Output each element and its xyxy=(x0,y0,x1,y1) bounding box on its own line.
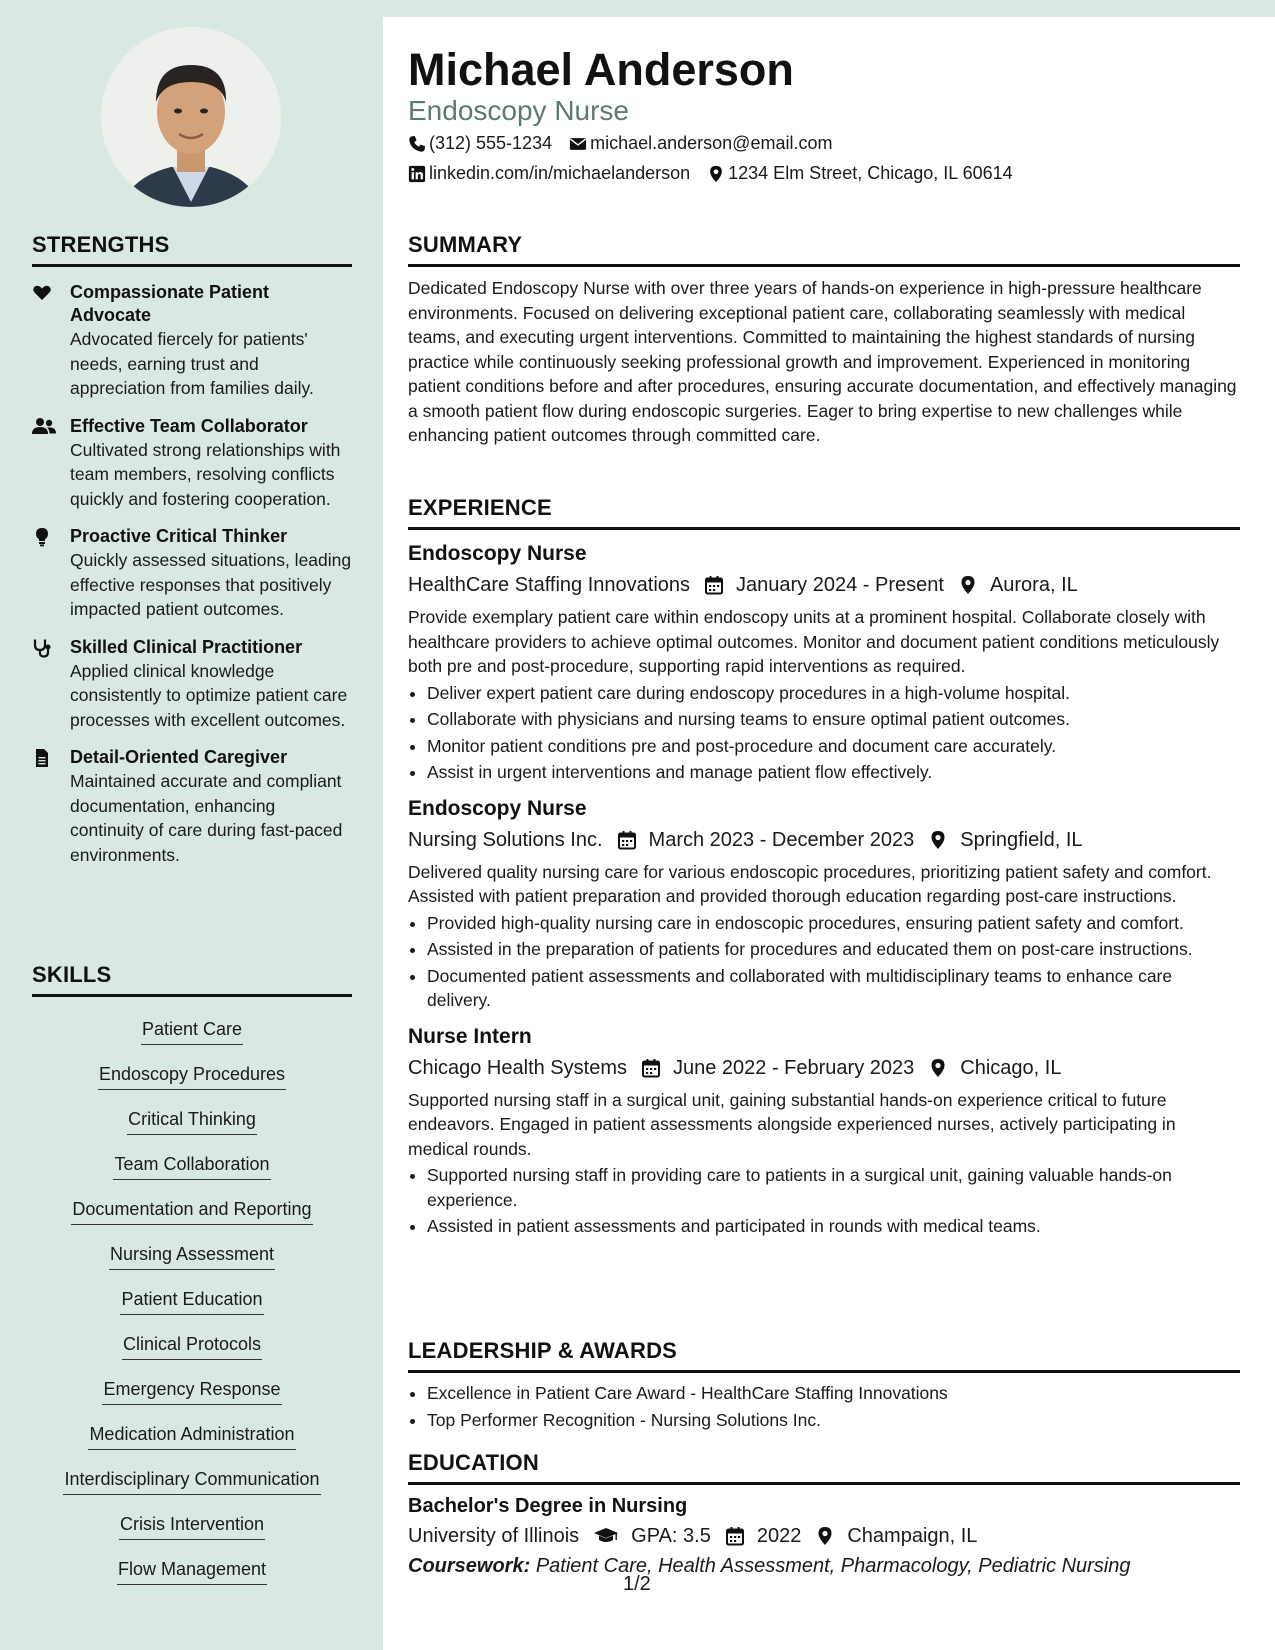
location-pin-icon xyxy=(928,1058,948,1078)
summary-section xyxy=(408,232,1240,448)
strength-title: Detail-Oriented Caregiver xyxy=(70,747,288,767)
job-meta xyxy=(408,571,1240,599)
job-meta xyxy=(408,1054,1240,1082)
phone-number[interactable]: (312) 555-1234 xyxy=(429,133,553,153)
job-dates: January 2024 - Present xyxy=(736,574,944,596)
location-pin-icon xyxy=(707,165,725,183)
strength-description: Applied clinical knowledge consistently to optimize patient care processes with excellent outcomes. xyxy=(70,660,348,730)
company-name: Nursing Solutions Inc. xyxy=(408,828,603,851)
awards-list xyxy=(408,1381,1240,1432)
job-entry xyxy=(408,1023,1240,1239)
experience-section xyxy=(408,495,1240,1241)
strength-item xyxy=(32,281,352,401)
skills-list xyxy=(32,1005,352,1590)
strength-title: Compassionate Patient Advocate xyxy=(70,282,270,325)
job-description: Supported nursing staff in a surgical unit, gaining substantial hands-on experience critical to future endeavors. Engaged in patient assessments alongside experienced nurses, actively participating in medical rounds. xyxy=(408,1089,1176,1159)
job-dates: March 2023 - December 2023 xyxy=(648,828,915,851)
contact-row-1 xyxy=(408,133,849,154)
coursework xyxy=(408,1552,1240,1580)
strength-description: Maintained accurate and compliant documentation, enhancing continuity of care during fast-paced environments. xyxy=(70,771,343,865)
award-item: • Excellence in Patient Care Award - HealthCare Staffing Innovations xyxy=(427,1381,1240,1406)
degree-title: Bachelor's Degree in Nursing xyxy=(408,1495,688,1517)
skills-section xyxy=(32,962,352,1590)
job-location: Chicago, IL xyxy=(960,1056,1062,1079)
strength-title: Skilled Clinical Practitioner xyxy=(70,636,303,657)
sidebar xyxy=(0,0,383,1650)
education-meta xyxy=(408,1522,1240,1550)
linkedin-icon xyxy=(408,165,426,183)
education-section xyxy=(408,1450,1240,1580)
skill-item: Nursing Assessment xyxy=(32,1230,352,1275)
job-description: Provide exemplary patient care within endoscopy units at a prominent hospital. Collaborate closely with healthcare providers to achieve optimal outcomes. Monitor and document patient conditions meticulously both pre and post-procedure, supporting rapid interventions as required. xyxy=(408,607,1220,676)
strength-title: Proactive Critical Thinker xyxy=(70,526,288,546)
strength-item xyxy=(32,636,352,733)
linkedin-link[interactable]: linkedin.com/in/michaelanderson xyxy=(429,163,691,183)
bullet-item: • Supported nursing staff in providing care to patients in a surgical unit, gaining valuable hands-on experience. xyxy=(427,1163,1240,1212)
job-entry xyxy=(408,540,1240,785)
skill-item: Documentation and Reporting xyxy=(32,1185,352,1230)
calendar-icon xyxy=(725,1526,745,1546)
job-bullets xyxy=(408,1163,1240,1239)
strength-description: Quickly assessed situations, leading effective responses that positively impacted patient outcomes. xyxy=(70,550,352,619)
skill-item: Critical Thinking xyxy=(32,1095,352,1140)
location-pin-icon xyxy=(928,830,948,850)
graduation-cap-icon xyxy=(593,1526,619,1546)
bullet-item: • Deliver expert patient care during endoscopy procedures in a high-volume hospital. xyxy=(427,681,1240,706)
users-icon xyxy=(32,415,70,512)
strength-item xyxy=(32,415,352,512)
coursework-list: Patient Care, Health Assessment, Pharmacology, Pediatric Nursing xyxy=(535,1555,1131,1577)
skill-item: Endoscopy Procedures xyxy=(32,1050,352,1095)
job-location: Springfield, IL xyxy=(960,828,1083,851)
company-name: HealthCare Staffing Innovations xyxy=(408,574,691,596)
skill-item: Crisis Intervention xyxy=(32,1500,352,1545)
profile-photo xyxy=(101,27,281,207)
job-entry xyxy=(408,795,1240,1013)
strength-title: Effective Team Collaborator xyxy=(70,415,308,436)
bullet-item: • Assisted in patient assessments and participated in rounds with medical teams. xyxy=(427,1214,1240,1239)
job-dates: June 2022 - February 2023 xyxy=(672,1056,915,1079)
summary-heading: SUMMARY xyxy=(408,232,1240,267)
skill-item: Clinical Protocols xyxy=(32,1320,352,1365)
skill-item: Flow Management xyxy=(32,1545,352,1590)
bullet-item: • Documented patient assessments and collaborated with multidisciplinary teams to enhance care delivery. xyxy=(427,964,1240,1013)
envelope-icon xyxy=(569,135,587,153)
skill-item: Emergency Response xyxy=(32,1365,352,1410)
bullet-item: • Assisted in the preparation of patients for procedures and educated them on post-care instructions. xyxy=(427,937,1240,962)
strengths-heading: STRENGTHS xyxy=(32,232,352,267)
skill-item: Patient Education xyxy=(32,1275,352,1320)
calendar-icon xyxy=(617,830,637,850)
bullet-item: • Monitor patient conditions pre and post-procedure and document care accurately. xyxy=(427,734,1240,759)
location-pin-icon xyxy=(958,575,978,595)
candidate-title: Endoscopy Nurse xyxy=(408,95,630,126)
strengths-section xyxy=(32,232,352,867)
skills-heading: SKILLS xyxy=(32,962,352,997)
calendar-icon xyxy=(704,575,724,595)
school-name: University of Illinois xyxy=(408,1525,580,1547)
school-location: Champaign, IL xyxy=(847,1525,978,1547)
coursework-label: Coursework: xyxy=(408,1555,531,1577)
job-title: Endoscopy Nurse xyxy=(408,796,587,820)
email-link[interactable]: michael.anderson@email.com xyxy=(590,133,833,153)
contact-row-2 xyxy=(408,163,1030,184)
summary-text: Dedicated Endoscopy Nurse with over three years of hands-on experience in high-pressure healthcare environments. Focused on delivering exceptional patient care, collaborating seamlessly with medical teams, and executing urgent interventions. Committed to maintaining the highest standards of nursing practice while continuously seeking professional growth and improvement. Experienced in monitoring patient conditions before and after procedures, ensuring accurate documentation, and effectively managing a smooth patient flow during endoscopic surgeries. Eager to bring expertise to new challenges while enhancing patient outcomes through committed care. xyxy=(408,278,1237,445)
lightbulb-icon xyxy=(32,525,70,622)
company-name: Chicago Health Systems xyxy=(408,1056,627,1079)
education-heading: EDUCATION xyxy=(408,1450,1240,1485)
awards-heading: LEADERSHIP & AWARDS xyxy=(408,1338,1240,1373)
location-pin-icon xyxy=(815,1526,835,1546)
stethoscope-icon xyxy=(32,636,70,733)
address: 1234 Elm Street, Chicago, IL 60614 xyxy=(728,163,1013,183)
bullet-item: • Assist in urgent interventions and manage patient flow effectively. xyxy=(427,760,1240,785)
award-item: • Top Performer Recognition - Nursing Solutions Inc. xyxy=(427,1408,1240,1433)
job-description: Delivered quality nursing care for various endoscopic procedures, prioritizing patient safety and comfort. Assisted with patient preparation and provided thorough education regarding post-care instructions. xyxy=(408,861,1212,906)
skill-item: Interdisciplinary Communication xyxy=(32,1455,352,1500)
job-bullets xyxy=(408,681,1240,785)
job-title: Nurse Intern xyxy=(408,1024,532,1048)
skill-item: Team Collaboration xyxy=(32,1140,352,1185)
experience-heading: EXPERIENCE xyxy=(408,495,1240,530)
calendar-icon xyxy=(641,1058,661,1078)
phone-icon xyxy=(408,135,426,153)
gpa: GPA: 3.5 xyxy=(631,1525,711,1547)
strength-description: Advocated fiercely for patients' needs, earning trust and appreciation from families daily. xyxy=(70,329,314,398)
awards-section xyxy=(408,1338,1240,1434)
skill-item: Medication Administration xyxy=(32,1410,352,1455)
job-meta xyxy=(408,826,1240,854)
skill-item: Patient Care xyxy=(32,1005,352,1050)
job-bullets xyxy=(408,911,1240,1013)
bullet-item: • Collaborate with physicians and nursing teams to ensure optimal patient outcomes. xyxy=(427,707,1240,732)
page-number: 1/2 xyxy=(623,1573,651,1595)
job-location: Aurora, IL xyxy=(989,574,1078,596)
graduation-year: 2022 xyxy=(756,1525,802,1547)
bullet-item: • Provided high-quality nursing care in endoscopic procedures, ensuring patient safety and comfort. xyxy=(427,911,1240,936)
strength-item xyxy=(32,525,352,622)
strength-item xyxy=(32,746,352,867)
strength-description: Cultivated strong relationships with team members, resolving conflicts quickly and fostering cooperation. xyxy=(70,439,341,509)
heart-icon xyxy=(32,281,70,401)
job-title: Endoscopy Nurse xyxy=(408,542,587,565)
document-icon xyxy=(32,746,70,867)
candidate-name: Michael Anderson xyxy=(408,44,794,95)
